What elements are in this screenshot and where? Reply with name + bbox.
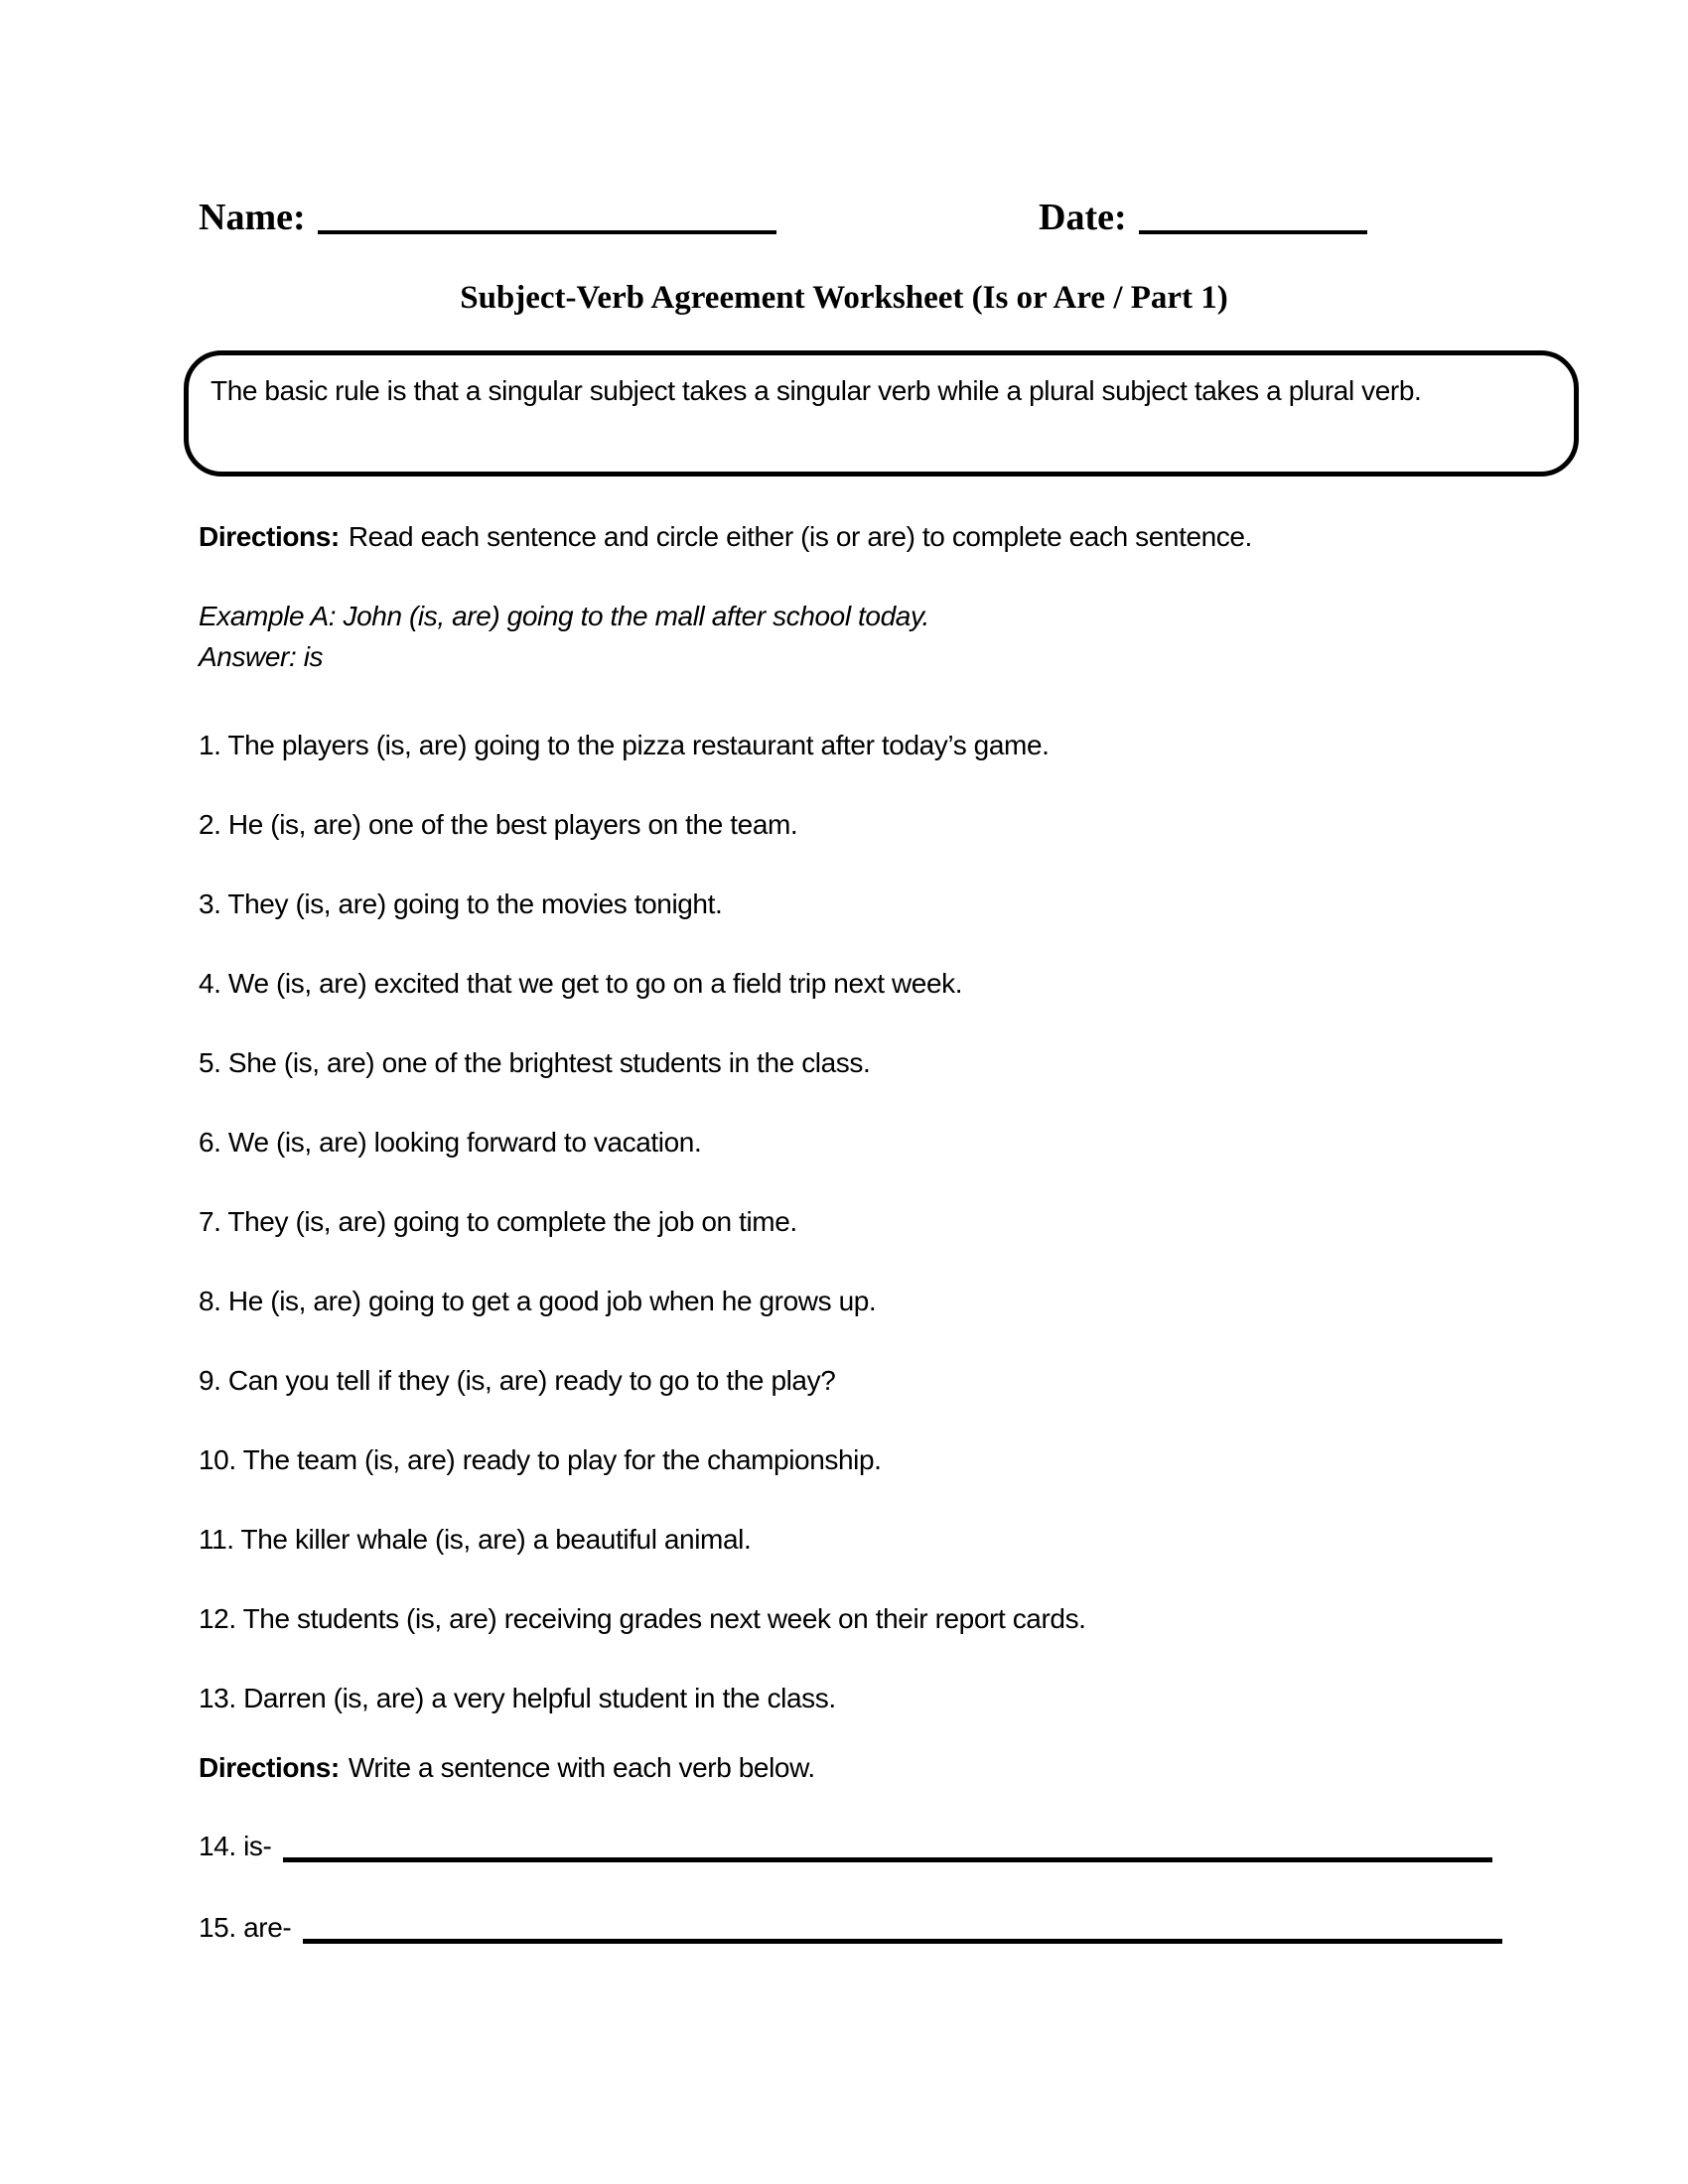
question-list <box>199 728 1589 1760</box>
question-7: 7. They (is, are) going to complete the job on time. <box>199 1206 797 1237</box>
directions-write-label: Directions: <box>199 1752 340 1783</box>
question-11: 11. The killer whale (is, are) a beautiful animal. <box>199 1524 752 1555</box>
page-title: Subject-Verb Agreement Worksheet (Is or Are / Part 1) <box>460 280 1228 316</box>
question-5: 5. She (is, are) one of the brightest students in the class. <box>199 1047 871 1078</box>
question-4: 4. We (is, are) excited that we get to go on a field trip next week. <box>199 968 963 999</box>
question-8: 8. He (is, are) going to get a good job when he grows up. <box>199 1286 877 1316</box>
example-sentence: Example A: John (is, are) going to the mall after school today. <box>199 601 929 631</box>
rule-text: The basic rule is that a singular subject takes a singular verb while a plural subject takes a plural verb. <box>211 375 1422 406</box>
answer-blank-line-15 <box>303 1934 1502 1944</box>
date-field-row <box>1039 199 1367 236</box>
directions-write-text: Write a sentence with each verb below. <box>348 1752 815 1783</box>
directions-circle <box>199 519 1252 555</box>
verb-label-15: 15. are- <box>199 1912 292 1943</box>
name-field-row <box>199 199 776 236</box>
name-blank-line <box>318 226 776 234</box>
question-13: 13. Darren (is, are) a very helpful student in the class. <box>199 1683 836 1713</box>
example-block <box>199 596 929 677</box>
question-9: 9. Can you tell if they (is, are) ready to go to the play? <box>199 1365 836 1396</box>
directions-write <box>199 1750 815 1786</box>
question-12: 12. The students (is, are) receiving grades next week on their report cards. <box>199 1603 1086 1634</box>
write-sentence-row-15 <box>199 1911 1502 1945</box>
question-6: 6. We (is, are) looking forward to vacation. <box>199 1127 702 1158</box>
directions-circle-text: Read each sentence and circle either (is or are) to complete each sentence. <box>348 521 1252 552</box>
question-10: 10. The team (is, are) ready to play for the championship. <box>199 1444 882 1475</box>
question-1: 1. The players (is, are) going to the pizza restaurant after today’s game. <box>199 730 1050 760</box>
question-3: 3. They (is, are) going to the movies tonight. <box>199 888 723 919</box>
rule-box <box>184 350 1579 477</box>
name-label: Name: <box>199 197 306 238</box>
example-answer: Answer: is <box>199 641 324 672</box>
date-label: Date: <box>1039 197 1127 238</box>
verb-label-14: 14. is- <box>199 1831 272 1861</box>
date-blank-line <box>1139 226 1367 234</box>
write-sentence-row-14 <box>199 1830 1492 1863</box>
answer-blank-line-14 <box>283 1852 1492 1862</box>
directions-circle-label: Directions: <box>199 521 340 552</box>
question-2: 2. He (is, are) one of the best players on the team. <box>199 809 798 840</box>
